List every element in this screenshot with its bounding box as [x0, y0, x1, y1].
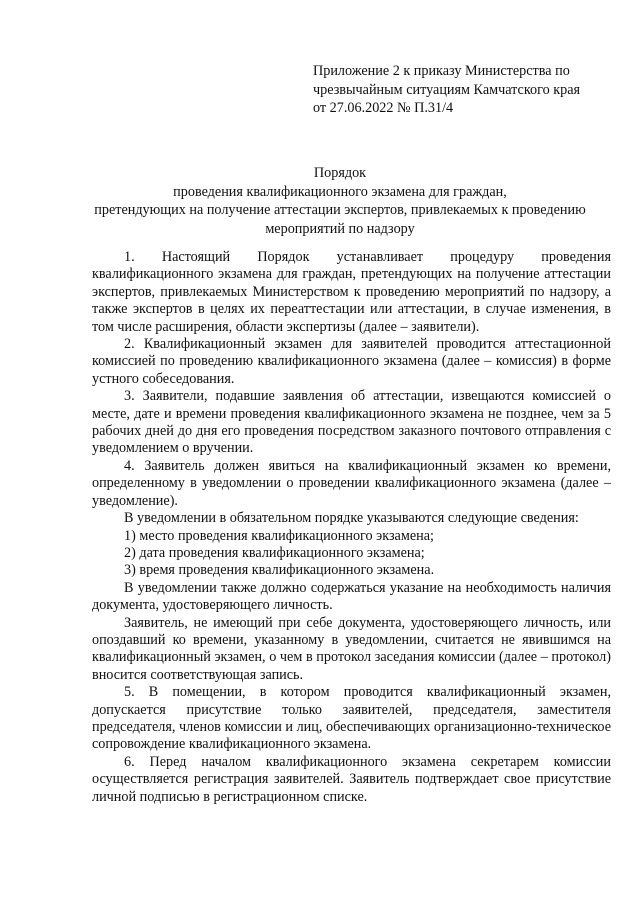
document-body — [92, 249, 611, 806]
appendix-line-1: Приложение 2 к приказу Министерства по — [313, 63, 570, 79]
title-line-2: проведения квалификационного экзамена для граждан, — [173, 183, 507, 200]
list-item-date: 2) дата проведения квалификационного экзамена; — [124, 544, 425, 561]
paragraph-4: 4. Заявитель должен явиться на квалификационный экзамен ко времени, определенному в уведомлении о проведении квалификационного экзамена (далее – уведомление). — [92, 457, 611, 509]
list-item-place: 1) место проведения квалификационного экзамена; — [124, 527, 434, 544]
appendix-line-2: чрезвычайным ситуациям Камчатского края — [313, 81, 581, 98]
document-title — [60, 164, 620, 238]
appendix-line-3: от 27.06.2022 № П.31/4 — [313, 100, 454, 116]
appendix-header — [313, 62, 613, 118]
title-line-1: Порядок — [313, 165, 367, 181]
title-line-3: претендующих на получение аттестации экспертов, привлекаемых к проведению — [94, 202, 586, 218]
paragraph-identity-doc: В уведомлении также должно содержаться указание на необходимость наличия документа, удостоверяющего личность. — [92, 579, 611, 614]
list-item-time: 3) время проведения квалификационного экзамена. — [124, 562, 435, 579]
paragraph-1: 1. Настоящий Порядок устанавливает процедуру проведения квалификационного экзамена для граждан, претендующих на получение аттестации экспертов, привлекаемых Министерством к проведению мероприятий по надзору, а также экспертов в целях их переаттестации или аттестации, в случае изменения, в том числе расширения, области экспертизы (далее – заявители). — [92, 249, 611, 335]
paragraph-absent: Заявитель, не имеющий при себе документа, удостоверяющего личность, или опоздавший ко времени, указанному в уведомлении, считается не явившимся на квалификационный экзамен, о чем в протокол заседания комиссии (далее – протокол) вносится соответствующая запись. — [92, 614, 611, 683]
paragraph-3: 3. Заявители, подавшие заявления об аттестации, извещаются комиссией о месте, дате и времени проведения квалификационного экзамена не позднее, чем за 5 рабочих дней до дня его проведения посредством заказного почтового отправления с уведомлением о вручении. — [92, 388, 611, 457]
title-line-4: мероприятий по надзору — [265, 220, 415, 237]
paragraph-5: 5. В помещении, в котором проводится квалификационный экзамен, допускается присутствие только заявителей, председателя, заместителя председателя, членов комиссии и лиц, обеспечивающих организационно-техническое сопровождение квалификационного экзамена. — [92, 684, 611, 753]
paragraph-2: 2. Квалификационный экзамен для заявителей проводится аттестационной комиссией по проведению квалификационного экзамена (далее – комиссия) в форме устного собеседования. — [92, 336, 611, 387]
paragraph-6: 6. Перед началом квалификационного экзамена секретарем комиссии осуществляется регистрация заявителей. Заявитель подтверждает свое присутствие личной подписью в регистрационном списке. — [92, 753, 611, 805]
paragraph-notice-intro: В уведомлении в обязательном порядке указываются следующие сведения: — [124, 510, 579, 527]
